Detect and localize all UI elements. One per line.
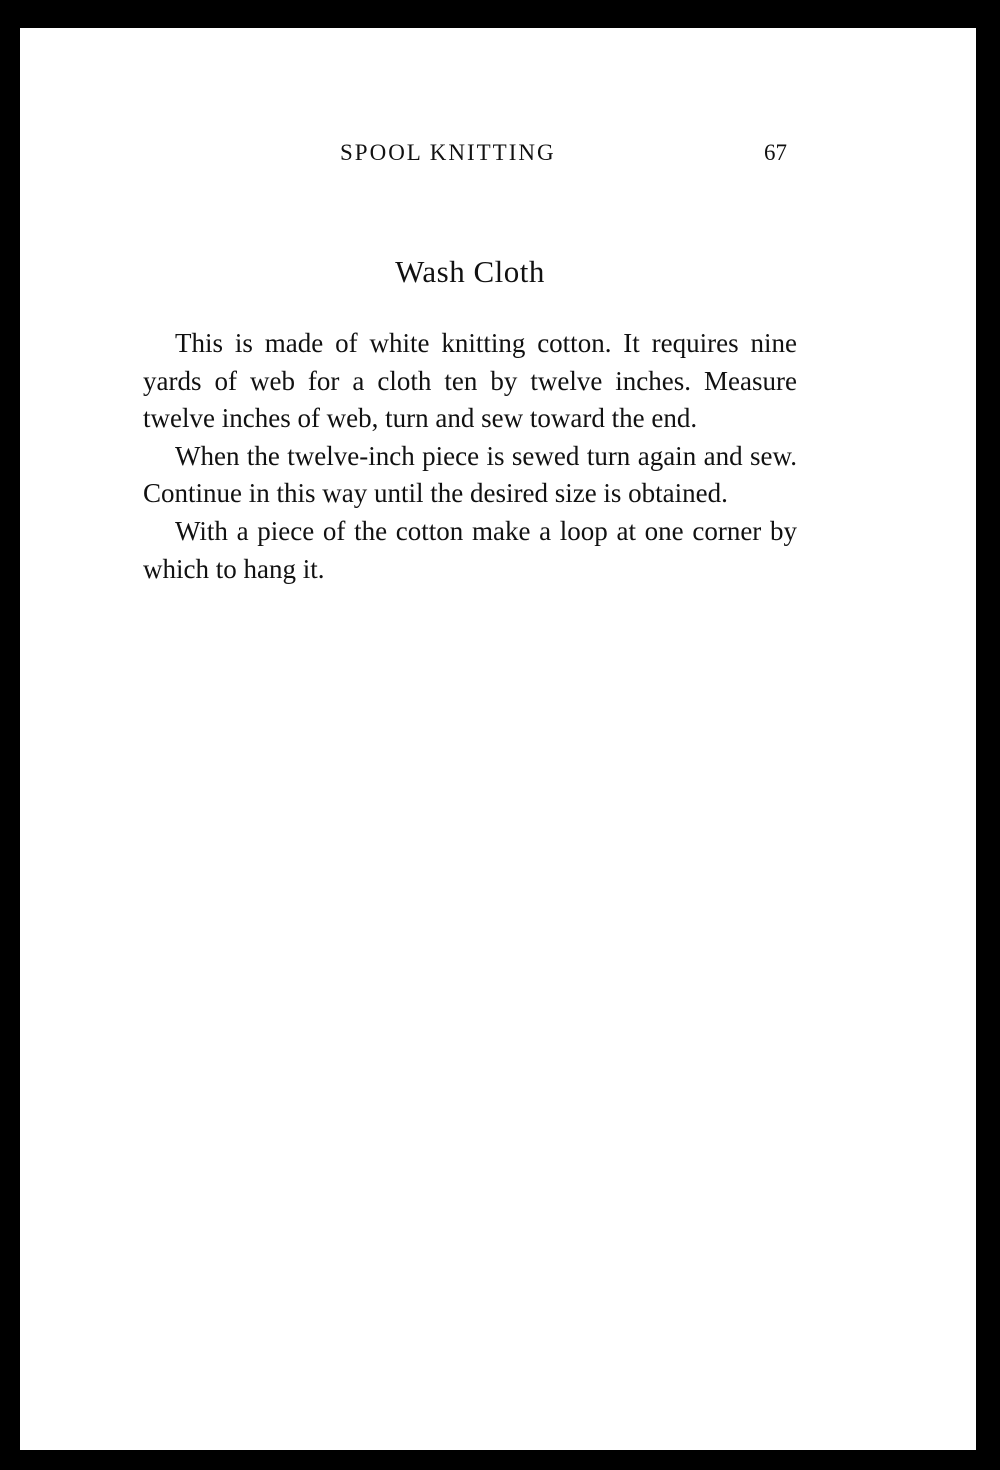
body-text — [143, 325, 797, 588]
running-header — [20, 140, 976, 170]
paragraph: This is made of white knitting cotton. It requires nine yards of web for a cloth ten by twelve inches. Measure twelve inches of web, turn and sew toward the end. — [143, 328, 797, 434]
running-title: SPOOL KNITTING — [340, 140, 556, 165]
paragraph: With a piece of the cotton make a loop at one corner by which to hang it. — [143, 515, 797, 584]
paragraph: When the twelve-inch piece is sewed turn again and sew. Continue in this way until the desired size is obtained. — [143, 440, 797, 509]
section-title: Wash Cloth — [395, 254, 545, 289]
page-sheet — [20, 28, 976, 1450]
page-number: 67 — [764, 140, 787, 165]
